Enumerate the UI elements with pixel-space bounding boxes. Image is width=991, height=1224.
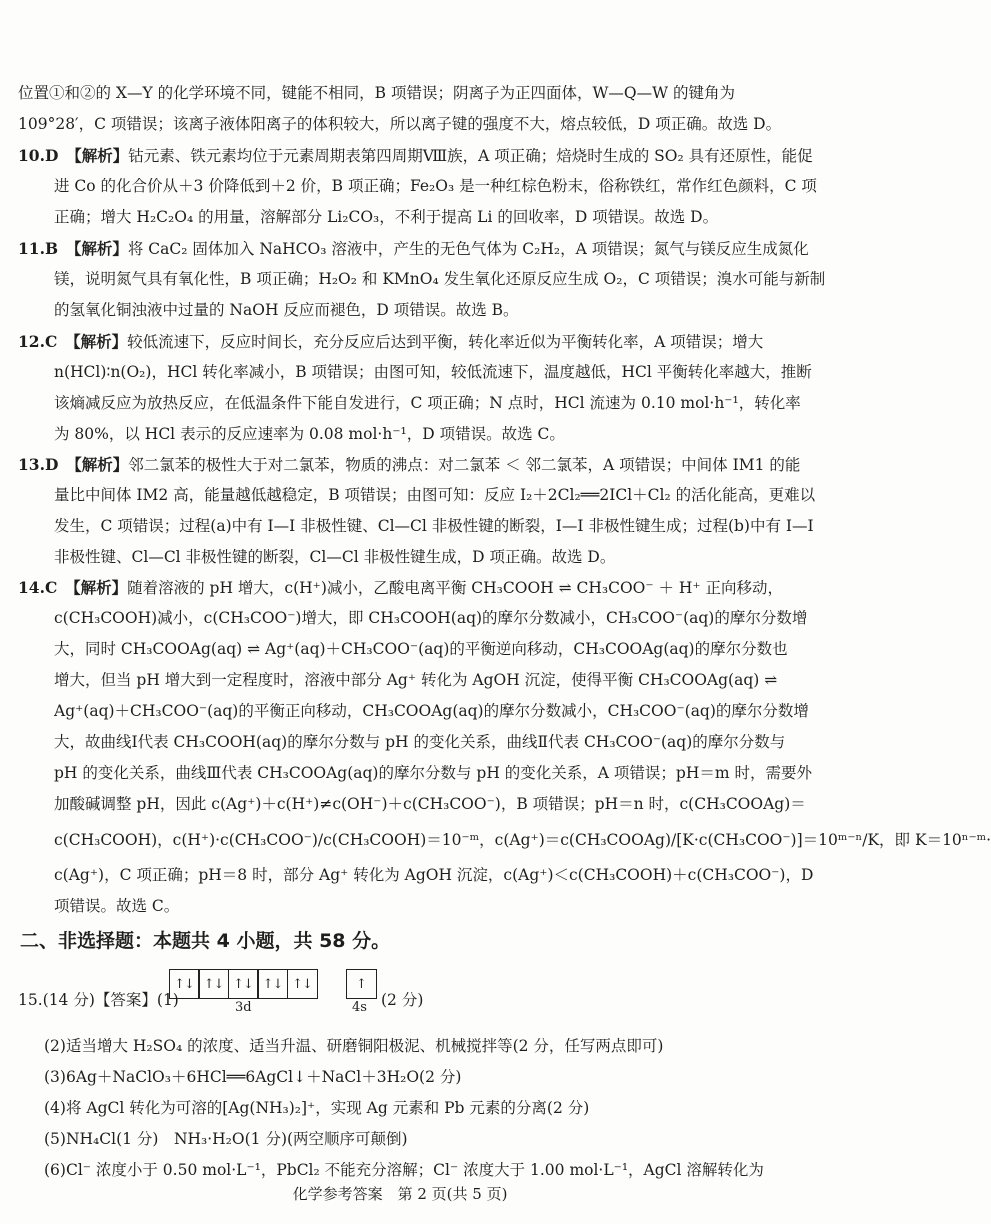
orbital-diagram-4s: [347, 969, 377, 999]
text-line: 的氢氧化铜浊液中过量的 NaOH 反应而褪色，D 项错误。故选 B。: [54, 301, 519, 319]
text-line: (4)将 AgCl 转化为可溶的[Ag(NH₃)₂]⁺，实现 Ag 元素和 Pb 元素的分离(2 分): [44, 1099, 590, 1117]
analysis-tag: 【解析】: [73, 455, 129, 474]
text-line: 109°28′，C 项错误；该离子液体阳离子的体积较大，所以离子键的强度不大，熔点较低，D 项正确。故选 D。: [18, 115, 782, 133]
text-line: Ag⁺(aq)＋CH₃COO⁻(aq)的平衡正向移动，CH₃COOAg(aq)的摩尔分数减小，CH₃COO⁻(aq)的摩尔分数增: [54, 702, 809, 720]
analysis-tag: 【解析】: [72, 332, 128, 351]
text-line: 镁，说明氮气具有氧化性，B 项正确；H₂O₂ 和 KMnO₄ 发生氧化还原反应生成 O₂，C 项错误；溴水可能与新制: [54, 270, 826, 288]
question-number: 12.: [18, 332, 45, 351]
question-number: 11.: [18, 239, 45, 258]
answer-12: [18, 326, 812, 450]
text-line: (2)适当增大 H₂SO₄ 的浓度、适当升温、研磨铜阳极泥、机械搅拌等(2 分，任写两点即可): [44, 1037, 664, 1055]
orbital-label-4s: 4s: [352, 1000, 367, 1015]
answer-14: [18, 572, 991, 922]
orbital-box: ↑↓: [169, 969, 200, 999]
answer-13: [18, 449, 816, 573]
answer-15-parts: [18, 1031, 782, 1186]
orbital-box: ↑↓: [257, 969, 288, 999]
continuation-paragraph: [18, 78, 782, 140]
text-line: 增大，但当 pH 增大到一定程度时，溶液中部分 Ag⁺ 转化为 AgOH 沉淀，使得平衡 CH₃COOAg(aq) ⇌: [54, 671, 778, 689]
answer-10: [18, 140, 817, 233]
page-footer: 化学参考答案 第 2 页(共 5 页): [292, 1185, 508, 1203]
text-line: n(HCl)∶n(O₂)，HCl 转化率减小，B 项错误；由图可知，较低流速下，温度越低，HCl 平衡转化率越大，推断: [54, 363, 812, 381]
orbital-box: ↑: [346, 969, 377, 999]
analysis-tag: 【解析】: [73, 146, 129, 165]
analysis-tag: 【解析】: [73, 239, 128, 258]
text-line: 非极性键、Cl—Cl 非极性键的断裂，Cl—Cl 非极性键生成，D 项正确。故选 D。: [54, 548, 616, 566]
text-line: 项错误。故选 C。: [54, 897, 180, 915]
text-line: 进 Co 的化合价从＋3 价降低到＋2 价，B 项正确；Fe₂O₃ 是一种红棕色粉末，俗称铁红，常作红色颜料，C 项: [54, 177, 817, 195]
text-line: 为 80%，以 HCl 表示的反应速率为 0.08 mol·h⁻¹，D 项错误。故选 C。: [54, 425, 565, 443]
text-line: (3)6Ag＋NaClO₃＋6HCl══6AgCl↓＋NaCl＋3H₂O(2 分): [44, 1068, 462, 1086]
answer-letter: B: [44, 239, 59, 258]
text-line: pH 的变化关系，曲线Ⅲ代表 CH₃COOAg(aq)的摩尔分数与 pH 的变化关系，A 项错误；pH＝m 时，需要外: [54, 764, 812, 782]
question-number: 14.: [18, 578, 45, 597]
orbital-diagram-3d: [170, 969, 318, 999]
text-line: 邻二氯苯的极性大于对二氯苯，物质的沸点：对二氯苯 ＜ 邻二氯苯，A 项错误；中间体 IM1 的能: [128, 456, 801, 474]
text-line: 将 CaC₂ 固体加入 NaHCO₃ 溶液中，产生的无色气体为 C₂H₂，A 项错误；氮气与镁反应生成氮化: [127, 240, 809, 258]
question-number: 13.: [18, 455, 45, 474]
text-line: 该熵减反应为放热反应，在低温条件下能自发进行，C 项正确；N 点时，HCl 流速为 0.10 mol·h⁻¹，转化率: [54, 394, 801, 412]
answer-letter: C: [44, 578, 58, 597]
text-line: 发生，C 项错误；过程(a)中有 I—I 非极性键、Cl—Cl 非极性键的断裂，I—I 非极性键生成；过程(b)中有 I—I: [54, 517, 814, 535]
answer-11: [18, 233, 826, 326]
text-line: 加酸碱调整 pH，因此 c(Ag⁺)＋c(H⁺)≠c(OH⁻)＋c(CH₃COO⁻)，B 项错误；pH＝n 时，c(CH₃COOAg)＝: [54, 795, 806, 813]
text-line: 较低流速下，反应时间长，充分反应后达到平衡，转化率近似为平衡转化率，A 项错误；增大: [127, 333, 764, 351]
text-line: c(CH₃COOH)减小，c(CH₃COO⁻)增大，即 CH₃COOH(aq)的摩尔分数减小，CH₃COO⁻(aq)的摩尔分数增: [54, 609, 808, 627]
text-line: 位置①和②的 X—Y 的化学环境不同，键能不相同，B 项错误；阴离子为正四面体，W—Q—W 的键角为: [18, 84, 735, 102]
question-number: 10.: [18, 146, 45, 165]
answer-letter: D: [44, 146, 59, 165]
score-note: (2 分): [381, 991, 424, 1009]
text-line: 钴元素、铁元素均位于元素周期表第四周期Ⅷ族，A 项正确；焙烧时生成的 SO₂ 具有还原性，能促: [128, 147, 813, 165]
answer-15-prefix: 15.(14 分)【答案】(1): [18, 991, 179, 1009]
analysis-tag: 【解析】: [72, 578, 128, 597]
text-line: (6)Cl⁻ 浓度小于 0.50 mol·L⁻¹，PbCl₂ 不能充分溶解；Cl⁻ 浓度大于 1.00 mol·L⁻¹，AgCl 溶解转化为: [44, 1161, 764, 1179]
orbital-box: ↑↓: [198, 969, 229, 999]
text-line: 正确；增大 H₂C₂O₄ 的用量，溶解部分 Li₂CO₃，不利于提高 Li 的回收率，D 项错误。故选 D。: [54, 208, 719, 226]
answer-letter: D: [44, 455, 59, 474]
answer-letter: C: [44, 332, 58, 351]
text-line: (5)NH₄Cl(1 分) NH₃·H₂O(1 分)(两空顺序可颠倒): [44, 1130, 408, 1148]
text-line: 大，故曲线Ⅰ代表 CH₃COOH(aq)的摩尔分数与 pH 的变化关系，曲线Ⅱ代表 CH₃COO⁻(aq)的摩尔分数与: [54, 733, 786, 751]
orbital-label-3d: 3d: [235, 1000, 252, 1015]
text-line: c(Ag⁺)，C 项正确；pH＝8 时，部分 Ag⁺ 转化为 AgOH 沉淀，c(Ag⁺)＜c(CH₃COOH)＋c(CH₃COO⁻)，D: [54, 866, 814, 884]
text-line: 随着溶液的 pH 增大，c(H⁺)减小，乙酸电离平衡 CH₃COOH ⇌ CH₃COO⁻ ＋ H⁺ 正向移动，: [127, 579, 784, 597]
text-line: 大，同时 CH₃COOAg(aq) ⇌ Ag⁺(aq)＋CH₃COO⁻(aq)的平衡逆向移动，CH₃COOAg(aq)的摩尔分数也: [54, 640, 788, 658]
orbital-box: ↑↓: [287, 969, 318, 999]
text-line: 量比中间体 IM2 高，能量越低越稳定，B 项错误；由图可知：反应 I₂＋2Cl₂══2ICl＋Cl₂ 的活化能高，更难以: [54, 486, 816, 504]
orbital-box: ↑↓: [228, 969, 259, 999]
formula-line: c(CH₃COOH)，c(H⁺)·c(CH₃COO⁻)/c(CH₃COOH)＝10⁻ᵐ，c(Ag⁺)＝c(CH₃COOAg)/[K·c(CH₃COO⁻)]＝10ᵐ⁻ⁿ/K，即 K＝10ⁿ⁻ᵐ·: [54, 831, 991, 849]
section-title: 二、非选择题：本题共 4 小题，共 58 分。: [20, 930, 391, 952]
